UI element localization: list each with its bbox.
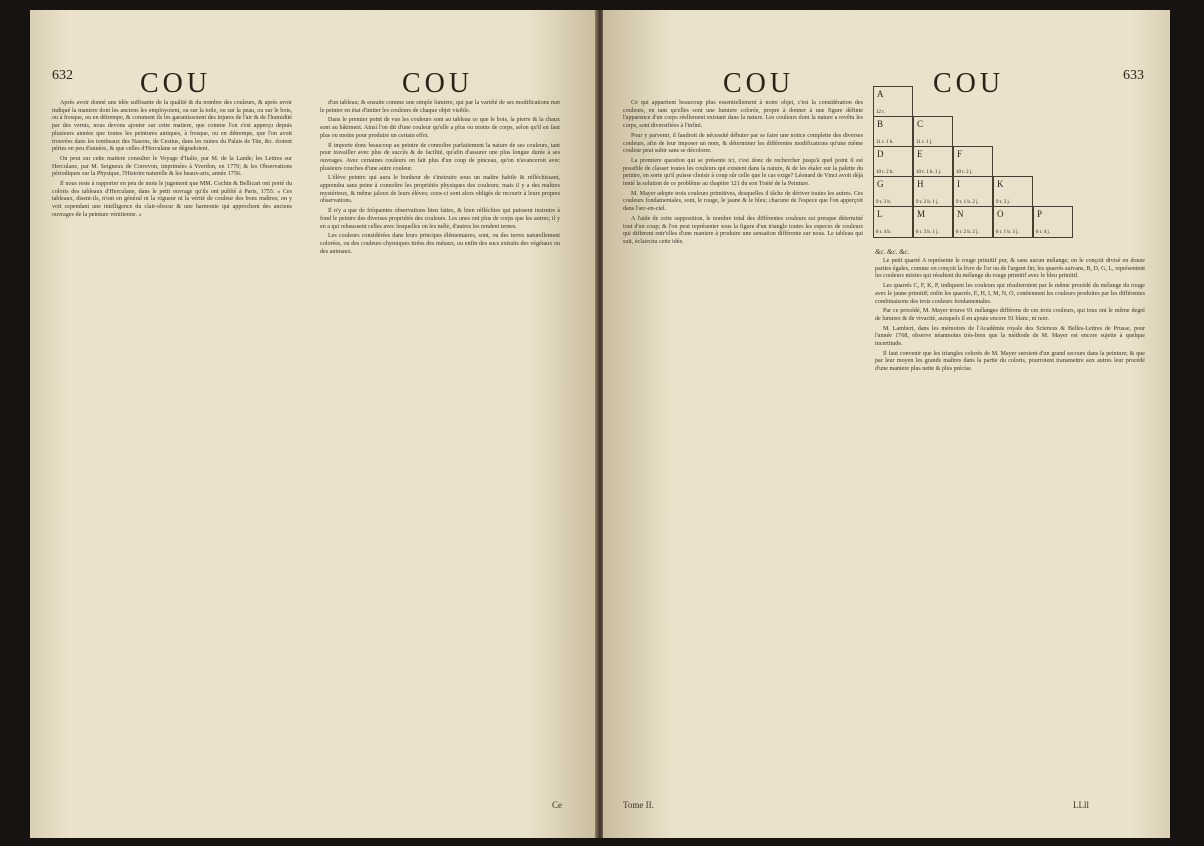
paragraph: Il n'y a que de fréquentes observations bien faites, & bien réfléchies qui puissent instruire à fond le peintre des diverses propriétés des couleurs. Les unes ont plus de corps que les autres; il y en a qui rehaussent celles avec lesquelles on les mêle, d'autres les rendent ternes. xyxy=(320,208,560,230)
cell-letter: P xyxy=(1037,209,1043,219)
cell-formula: 11 r. 1 b. xyxy=(876,140,894,145)
paragraph: A l'aide de cette supposition, le nombre total des différentes couleurs est presque déterminé tout d'un coup; & l'on peut représenter sous la figure d'un triangle toutes les especes de couleurs qui different entr'elles d'une maniere à produire une sensation différente sur nous. Le tableau qui suit, éclaircira cette idée. xyxy=(623,215,863,245)
cell-letter: B xyxy=(877,119,884,129)
paragraph: Le petit quarré A représente le rouge primitif pur, & sans aucun mélange; on le conçoit divisé en douze parties égales, comme on conçoit la livre de l'or ou de l'argent fin; les quarrés suivans, B, D, G, L, représentent les couleurs mixtes qui résultent du mélange du rouge primitif avec le bleu primitif. xyxy=(875,258,1145,280)
cell-letter: C xyxy=(917,119,924,129)
paragraph: M. Mayer adopte trois couleurs primitives, desquelles il tâche de dériver toutes les autres. Ces couleurs fondamentales, sont, le rouge, le jaune & le bleu; chacune de l'espece que l'on apperçoit dans l'arc-en-ciel. xyxy=(623,190,863,213)
running-head: COU xyxy=(723,68,795,99)
cell-letter: A xyxy=(877,89,884,99)
paragraph: Les couleurs considérées dans leurs principes élémentaires, sont, ou des terres naturellement colorées, ou des couleurs chymiques tirées des métaux, ou enfin des sucs extraits des végétaux ou des animaux. xyxy=(320,233,560,255)
cell-formula: 11 r. 1 j. xyxy=(916,140,933,145)
cell-formula: 8 r. 2 b. 2 j. xyxy=(956,230,979,235)
triangle-cell xyxy=(993,176,1033,208)
catchword: Ce xyxy=(552,800,562,810)
paragraph: On peut sur cette matiere consulter le Voyage d'Italie, par M. de la Lande; les Lettres sur Herculane, par M. Seigneux de Correvon, imprimées à Yverdon, en 1770; & les Observations périodiques sur la Physique, l'Histoire naturelle & les beaux-arts, année 1756. xyxy=(52,155,292,178)
paragraph: Les quarrés C, F, K, P, indiquent les couleurs qui résulteroient par le même procédé du mélange du rouge avec le jaune primitif; enfin les quarrés, E, H, I, M, N, O, contiennent les couleurs produites par les différentes combinaisons des trois couleurs fondamentales. xyxy=(875,283,1145,305)
triangle-cell xyxy=(913,206,953,238)
cell-letter: M xyxy=(917,209,926,219)
cell-formula: 9 r. 2 b. 1 j. xyxy=(916,200,939,205)
triangle-cell xyxy=(953,206,993,238)
triangle-cell xyxy=(913,146,953,178)
cell-formula: 9 r. 3 b. xyxy=(876,200,892,205)
page-number: 633 xyxy=(1123,68,1144,83)
cell-formula: 10 r. 2 j. xyxy=(956,170,973,175)
text-column xyxy=(623,100,863,249)
triangle-cell xyxy=(913,116,953,148)
paragraph: La premiere question qui se présente ici, c'est donc de rechercher jusqu'à quel point il est possible de classer toutes les couleurs qui existent dans la nature, & de les étaler sur la palette du peintre, en sorte qu'il puisse choisir à coup sûr celle que le cas exige? Léonard de Vinci avoit déjà tenté la solution de ce problême au chapitre 121 du son Traité de la Peinture. xyxy=(623,157,863,188)
cell-formula: 8 r. 4 b. xyxy=(876,230,892,235)
paragraph: Il importe donc beaucoup au peintre de connoître parfaitement la nature de ses couleurs, tant pour travailler avec plus de succès & de facilité, qu'afin d'assurer une plus longue durée à ses ouvrages. Avec certaines couleurs on fait plus d'un coup de pinceau, qu'on n'avanceroit avec plusieurs couches d'une autre couleur. xyxy=(320,142,560,172)
paragraph: Ce qui appartient beaucoup plus essentiellement à notre objet, c'est la considération des couleurs, en tant qu'elles sont une lumiere colorée, propre à donner à une figure définie l'apparence d'un corps réellement existant dans la nature. Les couleurs dont la nature a revêtu les corps, sont diversifiées à l'infini. xyxy=(623,100,863,130)
paragraph: Dans le premier point de vue les couleurs sont au tableau ce que le bois, la pierre & la chaux sont au bâtiment. Ainsi l'on dit d'une couleur qu'elle a plus ou moins de corps, selon qu'il en faut plus ou moins pour produire un certain effet. xyxy=(320,117,560,139)
cell-formula: 10 r. 2 b. xyxy=(876,170,894,175)
paragraph: d'un tableau; & ensuite comme une simple lumiere, qui par la variété de ses modifications met le peintre en état d'imiter les couleurs de chaque objet visible. xyxy=(320,100,560,114)
open-book xyxy=(30,10,1170,838)
text-column xyxy=(320,100,560,258)
cell-letter: K xyxy=(997,179,1004,189)
triangle-cell xyxy=(873,176,913,208)
triangle-cell xyxy=(873,116,913,148)
text-column xyxy=(875,258,1145,376)
cell-formula: 9 r. 1 b. 2 j. xyxy=(956,200,979,205)
triangle-cell xyxy=(873,206,913,238)
cell-letter: H xyxy=(917,179,924,189)
triangle-cell xyxy=(873,86,913,118)
cell-letter: E xyxy=(917,149,923,159)
triangle-cell xyxy=(913,176,953,208)
paragraph: M. Lambert, dans les mémoires de l'Académie royale des Sciences & Belles-Lettres de Prusse, pour l'année 1768, observe néanmoins très-bien que la méthode de M. Mayer est encore sujette à quelque incertitude. xyxy=(875,325,1145,348)
triangle-caption: &c. &c. &c. xyxy=(875,248,910,256)
cell-formula: 8 r. 4 j. xyxy=(1036,230,1051,235)
cell-formula: 8 r. 3 b. 1 j. xyxy=(916,230,939,235)
cell-letter: D xyxy=(877,149,884,159)
page-number: 632 xyxy=(52,68,73,83)
triangle-cell xyxy=(993,206,1033,238)
paragraph: Par ce procédé, M. Mayer trouve 91 mélanges différens de ces trois couleurs, qui tous ont le même degré de lumiere & de vivacité, auxquels il en ajoute encore 91 blanc, ni noir. xyxy=(875,308,1145,322)
cell-letter: I xyxy=(957,179,960,189)
volume-label: Tome II. xyxy=(623,800,654,810)
paragraph: Après avoir donné une idée suffisante de la qualité & du nombre des couleurs, & après avoir indiqué la maniere dont les anciens les employoient, ou sur la toile, ou sur la peau, ou sur le bois, ou à fresque, ou en détrempe, & comment ils les garantissoient des injures de l'air & de l'humidité par des vernis, nous devons ajouter sur cette matiere, que comme l'on s'est apperçu depuis plusieurs années que toutes les peintures antiques, à fresque, ou en détrempe, que l'on avoit trouvées dans les tombeaux des Nasons, de Cestius, dans les ruines du Palais de Tite, &c. étoient péries en peu d'années, & que celles d'Herculane se dégradoient. xyxy=(52,100,292,153)
cell-letter: L xyxy=(877,209,883,219)
right-page xyxy=(603,10,1170,838)
cell-letter: O xyxy=(997,209,1004,219)
running-head: COU xyxy=(402,68,474,99)
triangle-cell xyxy=(953,146,993,178)
left-page xyxy=(30,10,597,838)
paragraph: Il faut convenir que les triangles colorés de M. Mayer seroient d'un grand secours dans la peinture; & que par leur moyen les grands maîtres dans la partie du coloris, pourroient transmettre aux autres leur procédé d'une maniere plus nette & plus précise. xyxy=(875,350,1145,373)
text-column xyxy=(52,100,292,222)
paragraph: Il nous reste à rapporter en peu de mots le jugement que MM. Cochin & Bellicart ont porté du coloris des tableaux d'Herculane, dans le petit ouvrage qu'ils ont publié à Paris, 1755: « Ces tableaux, disent-ils, n'ont en général ni la vigueur ni la vérité de couleur des bons maîtres; on y voit cependant une intelligence du clair-obscur & une harmonie qui approchent des anciens ouvrages de la peinture vénitienne. » xyxy=(52,181,292,218)
triangle-cell xyxy=(873,146,913,178)
paragraph: Pour y parvenir, il faudroit de nécessité débuter par se faire une notice complette des diverses couleurs, afin de leur imposer un nom, & déterminer les différentes modifications qu'une même couleur peut subir sans se décolorer. xyxy=(623,132,863,155)
paragraph: L'élève peintre qui aura le bonheur de s'instruire sous un maître habile & réfléchissant, apprendra sans peine à connoître les propriétés physiques des couleurs; mais il y a des maîtres mystérieux, & même jaloux de leurs élèves; ceux-ci sont alors obligés de recourir à leurs propres observations. xyxy=(320,175,560,205)
cell-formula: 10 r. 1 b. 1 j. xyxy=(916,170,942,175)
triangle-cell xyxy=(1033,206,1073,238)
cell-letter: F xyxy=(957,149,963,159)
cell-formula: 12 r. xyxy=(876,110,885,115)
running-head: COU xyxy=(933,68,1005,99)
running-head: COU xyxy=(140,68,212,99)
cell-letter: G xyxy=(877,179,884,189)
cell-formula: 9 r. 3 j. xyxy=(996,200,1011,205)
color-triangle-table xyxy=(873,86,1163,246)
cell-letter: N xyxy=(957,209,964,219)
cell-formula: 8 r. 1 b. 3 j. xyxy=(996,230,1019,235)
signature-mark: LLll xyxy=(1073,800,1089,810)
triangle-cell xyxy=(953,176,993,208)
